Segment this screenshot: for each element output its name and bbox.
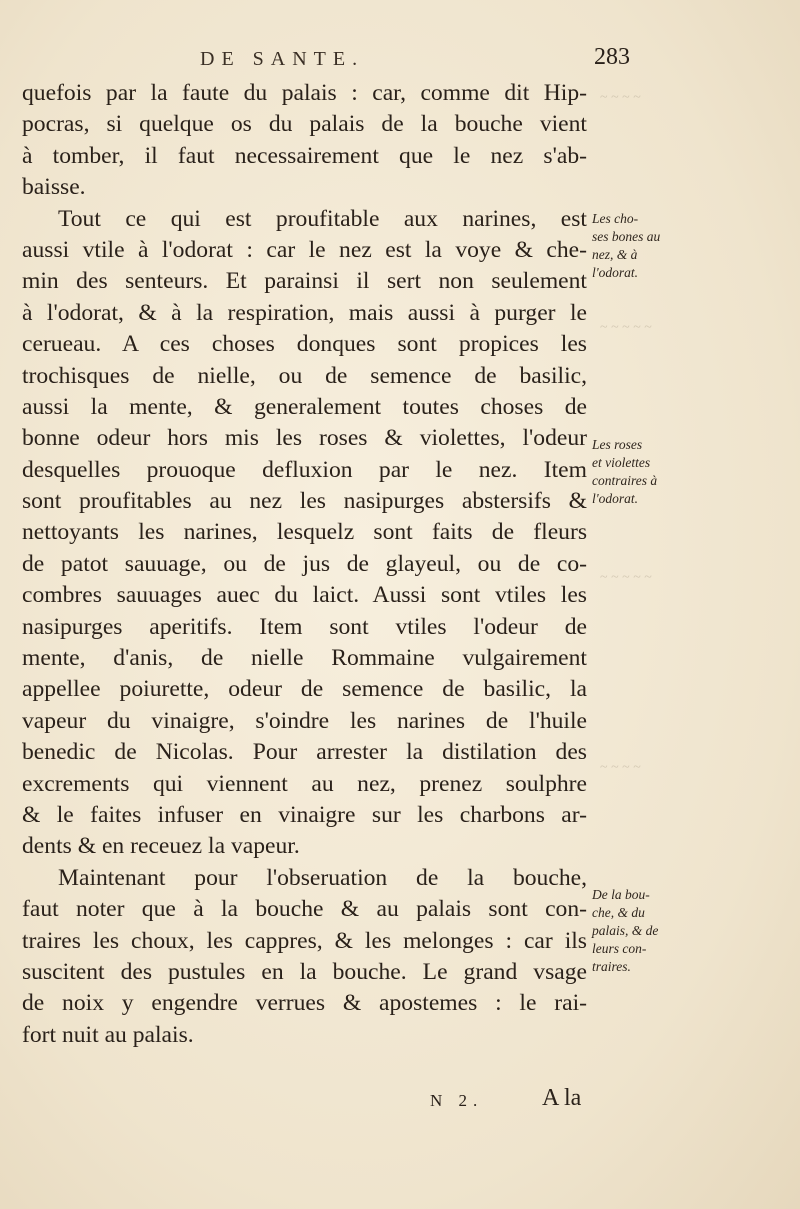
text-line: bonne odeur hors mis les roses & violettes, l'odeur [22,425,587,452]
text-line: excrements qui viennent au nez, prenez soulphre [22,770,587,797]
text-line: Tout ce qui est proufitable aux narines, est [58,205,587,232]
text-line: vapeur du vinaigre, s'oindre les narines de l'huile [22,707,587,734]
margin-note-line: Les roses [592,437,643,452]
margin-note-line: et violettes [592,455,651,470]
text-line: & le faites infuser en vinaigre sur les charbons ar- [22,801,587,828]
text-line: suscitent des pustules en la bouche. Le grand vsage [22,958,587,985]
margin-note-line: contraires à [592,473,658,488]
margin-note-line: Les cho- [592,211,639,226]
text-line: traires les choux, les cappres, & les melonges : car ils [22,927,587,954]
margin-note [592,210,692,282]
margin-note-line: l'odorat. [592,265,639,280]
text-line: de patot sauuage, ou de jus de glayeul, ou de co- [22,550,587,577]
margin-note-line: che, & du [592,905,645,920]
page-number: 283 [594,44,630,70]
text-line: dents & en receuez la vapeur. [22,833,300,860]
text-line: combres sauuages auec du laict. Aussi sont vtiles les [22,582,587,609]
catchword: A la [542,1085,582,1111]
text-line: cerueau. A ces choses donques sont propices les [22,331,587,358]
text-line: mente, d'anis, de nielle Rommaine vulgairement [22,645,587,672]
margin-note-line: traires. [592,959,631,974]
text-line: sont proufitables au nez les nasipurges abstersifs & [22,488,587,515]
text-line: à tomber, il faut necessairement que le nez s'ab- [22,142,587,169]
text-line: Maintenant pour l'obseruation de la bouche, [58,864,587,891]
text-line: benedic de Nicolas. Pour arrester la distilation des [22,739,587,766]
bleed-through-mark: ~ ~ ~ ~ ~ [600,320,652,335]
text-line: de noix y engendre verrues & apostemes : le rai- [22,990,587,1017]
text-line: aussi vtile à l'odorat : car le nez est la voye & che- [22,236,587,263]
text-line: nasipurges aperitifs. Item sont vtiles l'odeur de [22,613,587,640]
text-line: à l'odorat, & à la respiration, mais aussi à purger le [22,299,587,326]
page-footer [430,1085,600,1125]
bleed-through-mark: ~ ~ ~ ~ [600,760,641,775]
text-line: desquelles prouoque defluxion par le nez. Item [22,456,587,483]
main-text-block [22,78,587,1051]
margin-note-line: palais, & de [592,923,659,938]
margin-note-line: ses bones au [592,229,661,244]
margin-note-line: leurs con- [592,941,647,956]
margin-note-line: De la bou- [592,887,650,902]
bleed-through-mark: ~ ~ ~ ~ ~ [600,570,652,585]
text-line: pocras, si quelque os du palais de la bouche vient [22,111,587,138]
bleed-through-mark: ~ ~ ~ ~ [600,90,641,105]
text-line: appellee poiurette, odeur de semence de basilic, la [22,676,587,703]
text-line: faut noter que à la bouche & au palais sont con- [22,896,587,923]
text-line: nettoyants les narines, lesquelz sont faits de fleurs [22,519,587,546]
text-line: baisse. [22,174,86,201]
text-line: quefois par la faute du palais : car, comme dit Hip- [22,80,587,106]
text-line: min des senteurs. Et parainsi il sert non seulement [22,268,587,295]
text-line: fort nuit au palais. [22,1021,194,1048]
margin-note-line: nez, & à [592,247,638,262]
text-line: aussi la mente, & generalement toutes choses de [22,393,587,420]
margin-note [592,886,692,976]
margin-note-line: l'odorat. [592,491,639,506]
margin-note [592,436,692,508]
running-head: DE SANTE. [200,48,365,70]
signature-mark: N 2. [430,1091,484,1110]
text-line: trochisques de nielle, ou de semence de basilic, [22,362,587,389]
